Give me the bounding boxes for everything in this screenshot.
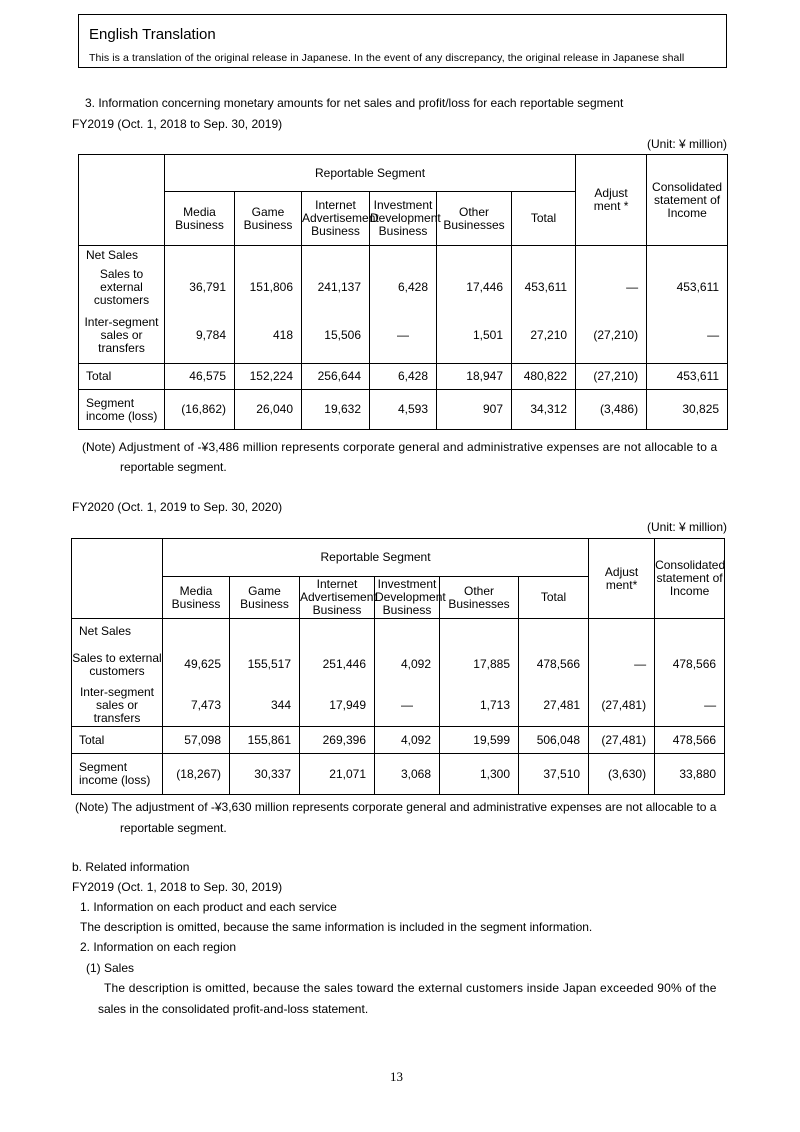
- note-prefix: (Note): [82, 440, 116, 454]
- cell: 46,575: [165, 364, 235, 390]
- row-label: Inter-segment sales or transfers: [79, 309, 165, 364]
- related-item1-desc: The description is omitted, because the same information is included in the segment information.: [80, 920, 593, 934]
- fy2020-corner-cell: [72, 539, 163, 619]
- cell: 57,098: [163, 727, 230, 754]
- fy2020-note: [75, 797, 729, 817]
- fy2020-col-total: Total: [519, 577, 589, 619]
- fy2019-col-total: Total: [512, 192, 576, 246]
- fy2020-segment-table: [71, 538, 725, 795]
- fy2020-col-other: Other Businesses: [440, 577, 519, 619]
- cell: 269,396: [300, 727, 375, 754]
- cell: 152,224: [235, 364, 302, 390]
- related-item2-desc-continued: sales in the consolidated profit-and-loss statement.: [98, 1002, 369, 1016]
- fy2019-net-sales-label: Net Sales: [79, 246, 165, 266]
- cell: 4,593: [370, 390, 437, 430]
- cell: 155,861: [230, 727, 300, 754]
- cell: 155,517: [230, 645, 300, 685]
- cell: 37,510: [519, 754, 589, 795]
- translation-notice-box: [78, 14, 727, 68]
- table-row: [79, 309, 728, 364]
- cell: (3,630): [589, 754, 655, 795]
- table-row: [79, 390, 728, 430]
- cell: (16,862): [165, 390, 235, 430]
- cell: 453,611: [647, 266, 728, 309]
- cell: 17,446: [437, 266, 512, 309]
- note-line: Adjustment of -¥3,486 million represents corporate general and administrative expenses are not allocable to a: [118, 440, 718, 454]
- cell: 4,092: [375, 727, 440, 754]
- cell: 1,713: [440, 685, 519, 727]
- related-item1: 1. Information on each product and each service: [80, 900, 337, 914]
- cell: 3,068: [375, 754, 440, 795]
- fy2019-col-other: Other Businesses: [437, 192, 512, 246]
- translation-title: English Translation: [89, 26, 216, 43]
- section3-heading: 3. Information concerning monetary amounts for net sales and profit/loss for each reportable segment: [85, 96, 624, 110]
- cell: 30,337: [230, 754, 300, 795]
- fy2020-period: FY2020 (Oct. 1, 2019 to Sep. 30, 2020): [72, 500, 283, 514]
- fy2020-reportable-segment-header: Reportable Segment: [163, 539, 589, 577]
- cell: 49,625: [163, 645, 230, 685]
- row-label: Sales to external customers: [79, 266, 165, 309]
- row-label: Segment income (loss): [79, 390, 165, 430]
- fy2019-period: FY2019 (Oct. 1, 2018 to Sep. 30, 2019): [72, 117, 283, 131]
- cell: 33,880: [655, 754, 725, 795]
- cell: —: [655, 685, 725, 727]
- fy2019-col-internet-ad: Internet Advertisement Business: [302, 192, 370, 246]
- cell: —: [370, 309, 437, 364]
- fy2020-consolidated-header: Consolidated statement of Income: [655, 539, 725, 619]
- related-heading: b. Related information: [72, 860, 190, 874]
- cell: 151,806: [235, 266, 302, 309]
- fy2019-corner-cell: [79, 155, 165, 246]
- cell: 344: [230, 685, 300, 727]
- fy2020-col-internet-ad: Internet Advertisement Business: [300, 577, 377, 617]
- fy2020-col-investment: Investment Development Business: [375, 577, 446, 617]
- cell: 478,566: [519, 645, 589, 685]
- table-row: [72, 645, 725, 685]
- cell: (27,481): [589, 685, 655, 727]
- cell: 36,791: [165, 266, 235, 309]
- cell: 19,632: [302, 390, 370, 430]
- cell: (3,486): [576, 390, 647, 430]
- cell: —: [589, 645, 655, 685]
- related-item2-sub: (1) Sales: [86, 961, 135, 975]
- cell: 26,040: [235, 390, 302, 430]
- cell: 27,481: [519, 685, 589, 727]
- cell: (18,267): [163, 754, 230, 795]
- fy2020-unit: (Unit: ¥ million): [646, 520, 727, 534]
- fy2019-col-game: Game Business: [235, 192, 302, 246]
- cell: 15,506: [302, 309, 370, 364]
- cell: 6,428: [370, 266, 437, 309]
- fy2020-note-continued: reportable segment.: [120, 821, 227, 835]
- fy2020-col-game: Game Business: [230, 577, 300, 619]
- cell: (27,210): [576, 309, 647, 364]
- cell: 7,473: [163, 685, 230, 727]
- cell: 30,825: [647, 390, 728, 430]
- cell: 4,092: [375, 645, 440, 685]
- cell: 418: [235, 309, 302, 364]
- cell: 1,501: [437, 309, 512, 364]
- cell: 1,300: [440, 754, 519, 795]
- note-line: The adjustment of -¥3,630 million represents corporate general and administrative expenses are not allocable to a: [111, 800, 717, 814]
- fy2019-note-continued: reportable segment.: [120, 460, 227, 474]
- fy2019-consolidated-header: Consolidated statement of Income: [647, 155, 728, 246]
- cell: 453,611: [512, 266, 576, 309]
- cell: 480,822: [512, 364, 576, 390]
- related-item2-desc: The description is omitted, because the sales toward the external customers inside Japan exceeded 90% of the: [104, 981, 717, 995]
- fy2019-segment-table: [78, 154, 728, 430]
- row-label: Total: [72, 727, 163, 754]
- cell: 18,947: [437, 364, 512, 390]
- page-number: 13: [390, 1069, 403, 1084]
- cell: 453,611: [647, 364, 728, 390]
- cell: 256,644: [302, 364, 370, 390]
- fy2020-net-sales-label: Net Sales: [72, 619, 163, 645]
- cell: (27,210): [576, 364, 647, 390]
- table-row: [72, 727, 725, 754]
- cell: —: [375, 685, 440, 727]
- table-row: [79, 364, 728, 390]
- related-period: FY2019 (Oct. 1, 2018 to Sep. 30, 2019): [72, 880, 283, 894]
- fy2019-col-investment: Investment Development Business: [370, 192, 437, 246]
- translation-note: This is a translation of the original release in Japanese. In the event of any discrepancy, the original release in Japanese shall: [89, 52, 685, 64]
- table-row: [79, 266, 728, 309]
- row-label: Total: [79, 364, 165, 390]
- cell: 9,784: [165, 309, 235, 364]
- cell: (27,481): [589, 727, 655, 754]
- cell: 478,566: [655, 727, 725, 754]
- fy2020-col-media: Media Business: [163, 577, 230, 619]
- row-label: Inter-segment sales or transfers: [72, 685, 163, 727]
- cell: 251,446: [300, 645, 375, 685]
- row-label: Sales to external customers: [72, 645, 163, 685]
- cell: 21,071: [300, 754, 375, 795]
- cell: —: [647, 309, 728, 364]
- cell: 17,949: [300, 685, 375, 727]
- cell: 17,885: [440, 645, 519, 685]
- fy2020-adjustment-header: Adjustment*: [589, 539, 655, 619]
- note-prefix: (Note): [75, 800, 109, 814]
- fy2019-reportable-segment-header: Reportable Segment: [165, 155, 576, 192]
- fy2019-unit: (Unit: ¥ million): [646, 137, 727, 151]
- cell: 19,599: [440, 727, 519, 754]
- cell: —: [576, 266, 647, 309]
- cell: 27,210: [512, 309, 576, 364]
- cell: 241,137: [302, 266, 370, 309]
- table-row: [72, 754, 725, 795]
- fy2019-adjustment-header: Adjustment *: [576, 155, 647, 246]
- fy2019-note: [82, 437, 728, 457]
- cell: 6,428: [370, 364, 437, 390]
- cell: 907: [437, 390, 512, 430]
- row-label: Segment income (loss): [72, 754, 163, 795]
- cell: 34,312: [512, 390, 576, 430]
- cell: 478,566: [655, 645, 725, 685]
- related-item2: 2. Information on each region: [80, 940, 237, 954]
- cell: 506,048: [519, 727, 589, 754]
- fy2019-col-media: Media Business: [165, 192, 235, 246]
- table-row: [72, 685, 725, 727]
